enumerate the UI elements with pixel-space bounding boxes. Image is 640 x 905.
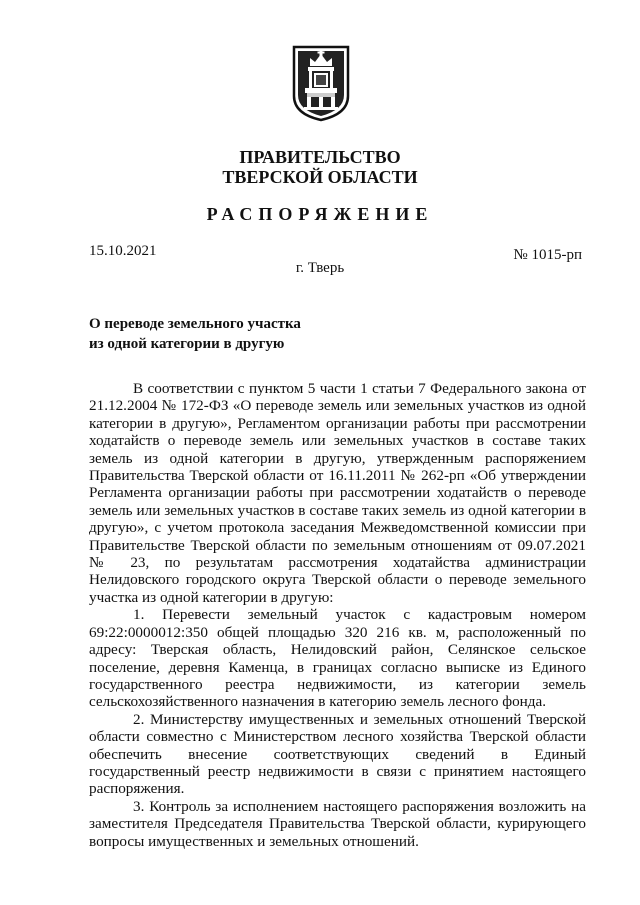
document-type: РАСПОРЯЖЕНИЕ xyxy=(206,204,434,224)
document-body xyxy=(89,380,586,850)
item-2-paragraph: 2. Министерству имущественных и земельных отношений Тверской области совместно с Министерством лесного хозяйства Тверской области обеспечить внесение соответствующих сведений в Единый государственный реестр недвижимости в связи с принятием настоящего распоряжения. xyxy=(89,710,586,798)
preamble-paragraph: В соответствии с пунктом 5 части 1 статьи 7 Федерального закона от 21.12.2004 № 172-ФЗ «О переводе земель или земельных участков из одной категории в другую», Регламентом организации работы при рассмотрении ходатайств о переводе земель или земельных участков в составе таких земель из одной категории в другую, утвержденным распоряжением Правительства Тверской области от 16.11.2011 № 262-рп «Об утверждении Регламента организации работы при рассмотрении ходатайств о переводе земель или земельных участков в составе таких земель из одной категории в другую», с учетом протокола заседания Межведомственной комиссии при Правительстве Тверской области по земельным отношениям от 09.07.2021 № 23, по результатам рассмотрения ходатайства администрации Нелидовского городского округа Тверской области о переводе земельного участка из одной категории в другую: xyxy=(89,380,586,606)
org-name-line2: ТВЕРСКОЙ ОБЛАСТИ xyxy=(222,167,418,187)
document-number: № 1015-рп xyxy=(513,247,582,263)
item-1-paragraph: 1. Перевести земельный участок с кадастровым номером 69:22:0000012:350 общей площадью 320 216 кв. м, расположенный по адресу: Тверская область, Нелидовский район, Селянское сельское поселение, деревня Каменца, в границах согласно выписке из Единого государственного реестра недвижимости, из категории земель сельскохозяйственного назначения в категорию земель лесного фонда. xyxy=(89,606,586,711)
subject-line1: О переводе земельного участка xyxy=(89,316,301,332)
document-subject xyxy=(89,314,301,354)
document-city: г. Тверь xyxy=(295,260,345,276)
coat-of-arms-icon xyxy=(291,44,351,122)
subject-line2: из одной категории в другую xyxy=(89,336,285,352)
document-date: 15.10.2021 xyxy=(89,243,157,259)
item-3-paragraph: 3. Контроль за исполнением настоящего распоряжения возложить на заместителя Председателя Правительства Тверской области, курирующего вопросы имущественных и земельных отношений. xyxy=(89,797,586,850)
org-name-line1: ПРАВИТЕЛЬСТВО xyxy=(239,147,401,167)
